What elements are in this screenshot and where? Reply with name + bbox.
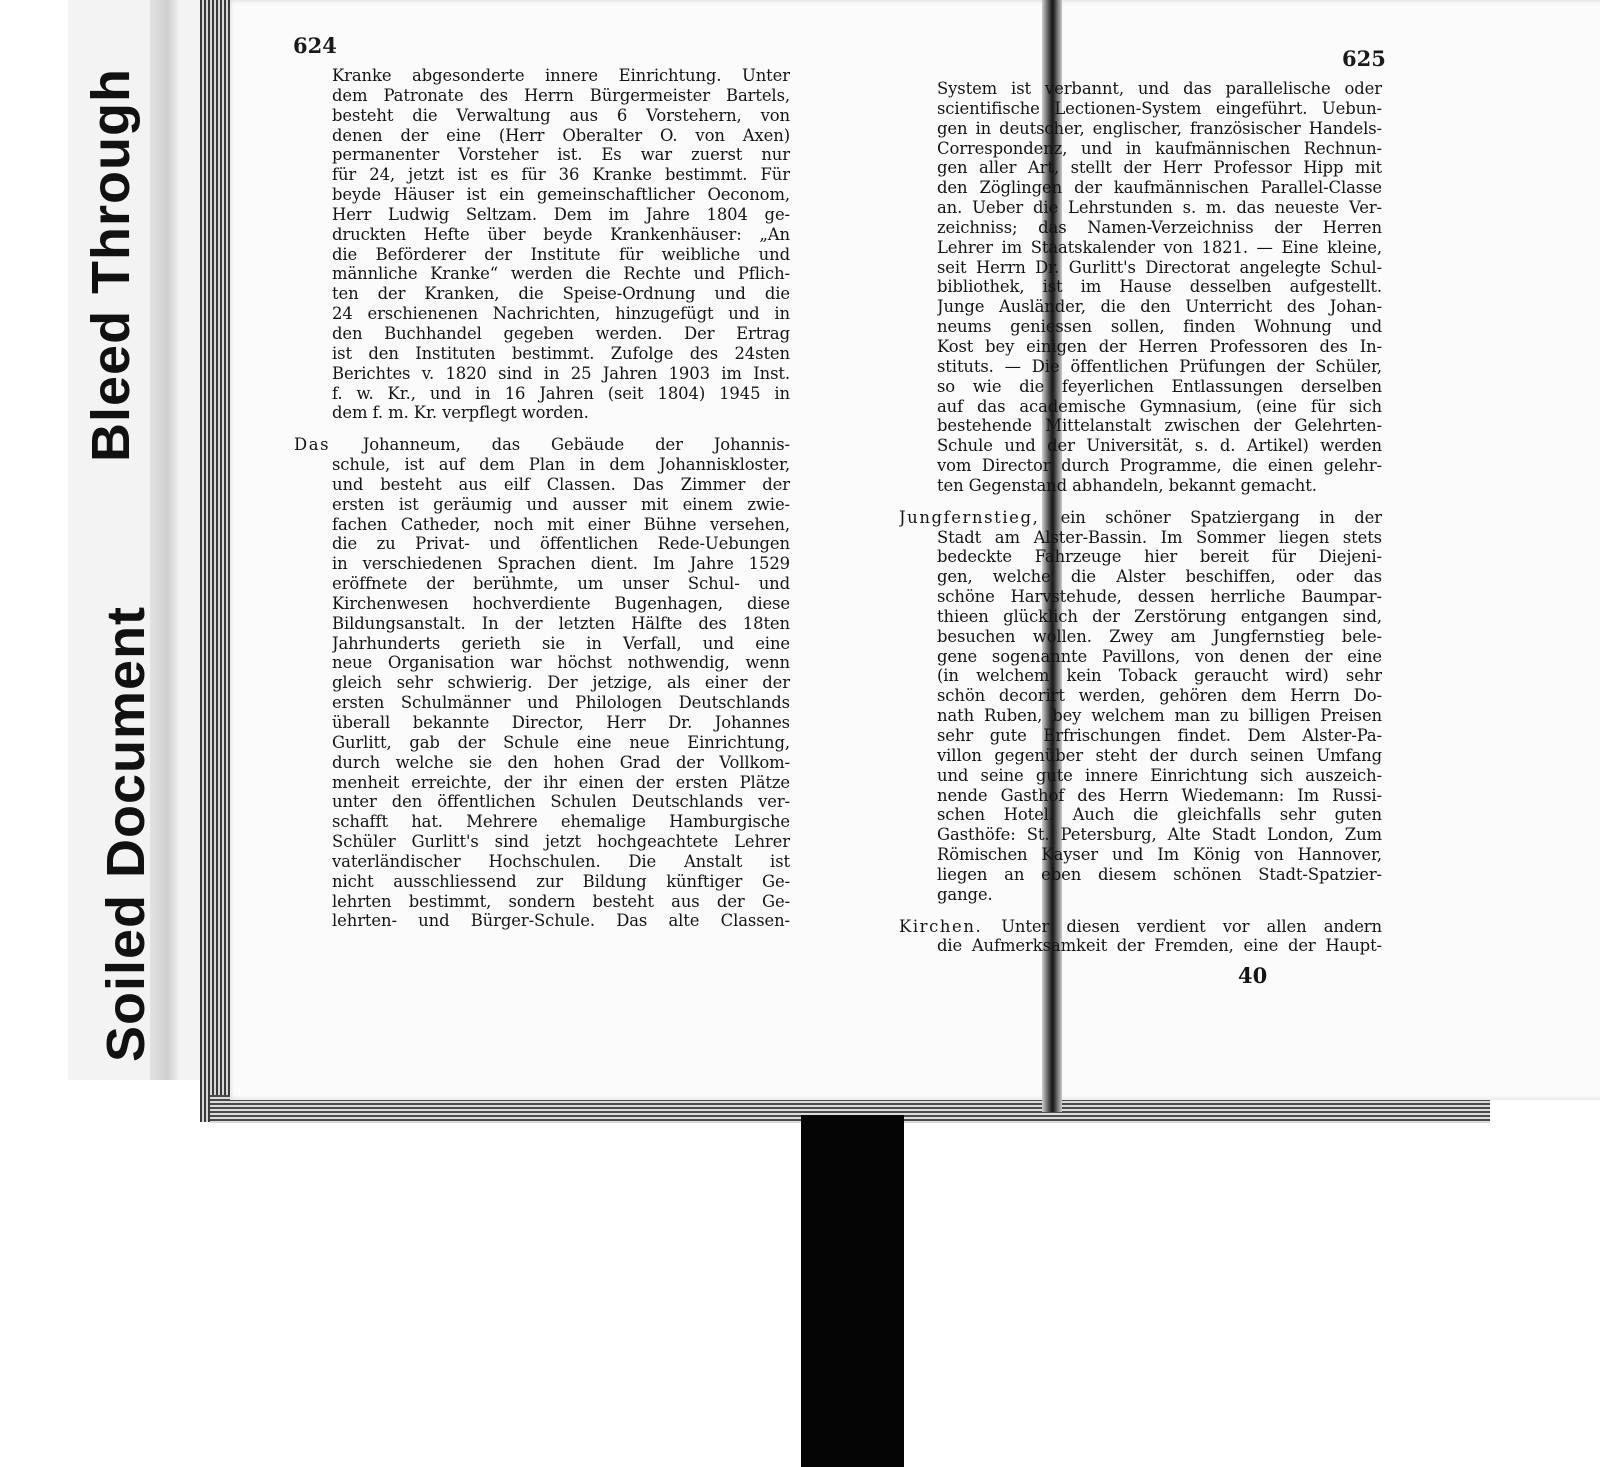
text-line: gen aller Art, stellt der Herr Professor Hipp mit <box>937 158 1382 178</box>
text-line: durch welche sie den hohen Grad der Vollkom- <box>332 752 790 772</box>
text-line: vaterländischer Hochschulen. Die Anstalt ist <box>332 851 790 871</box>
text-line: Gurlitt, gab der Schule eine neue Einrichtung, <box>332 732 790 752</box>
text-line: schön decorirt werden, gehören dem Herrn Do- <box>937 686 1382 706</box>
text-line: bestehende Mittelanstalt zwischen der Gelehrten- <box>937 416 1382 436</box>
text-line: menheit erreichte, der ihr einen der ersten Plätze <box>332 772 790 792</box>
text-line: dem Patronate des Herrn Bürgermeister Bartels, <box>332 85 790 105</box>
soiled-document-label: Soiled Document <box>96 605 156 1062</box>
text-line: überall bekannte Director, Herr Dr. Johannes <box>332 713 790 732</box>
text-line: liegen an eben diesem schönen Stadt-Spatzier- <box>937 864 1382 884</box>
text-line: nende Gasthof des Herrn Wiedemann: Im Russi- <box>937 785 1382 805</box>
text-line: Stadt am Alster-Bassin. Im Sommer liegen stets <box>937 527 1382 547</box>
text-line: an. Ueber die Lehrstunden s. m. das neueste Ver- <box>937 198 1382 218</box>
text-line: System ist verbannt, und das parallelische oder <box>937 79 1382 98</box>
text-line: zeichniss; das Namen-Verzeichniss der Herren <box>937 217 1382 237</box>
left-page-number: 624 <box>293 33 337 58</box>
text-line: gen in deutscher, englischer, französischer Handels- <box>937 118 1382 138</box>
black-bookmark-ribbon <box>801 1115 904 1467</box>
text-line: gene sogenannte Pavillons, von denen der eine <box>937 646 1382 666</box>
text-line: Herr Ludwig Seltzam. Dem im Jahre 1804 ge- <box>332 204 790 224</box>
text-line: Bildungsanstalt. In der letzten Hälfte des 18ten <box>332 613 790 633</box>
left-page-text <box>294 66 790 931</box>
entry-text: Unter diesen verdient vor allen andern <box>1001 916 1382 936</box>
text-line: die Beförderer der Institute für weibliche und <box>332 244 790 264</box>
text-line: bibliothek, ist im Hause desselben aufgestellt. <box>937 277 1382 297</box>
text-line: ersten ist geräumig und ausser mit einem zwie- <box>332 494 790 514</box>
text-line: Jahrhunderts gerieth sie in Verfall, und eine <box>332 633 790 653</box>
text-line: den Buchhandel gegeben werden. Der Ertrag <box>332 323 790 343</box>
text-line: ten der Kranken, die Speise-Ordnung und die <box>332 284 790 304</box>
text-line: Berichtes v. 1820 sind in 25 Jahren 1903 im Inst. <box>332 363 790 383</box>
text-line: schule, ist auf dem Plan in dem Johanniskloster, <box>332 455 790 475</box>
text-line: Kost bey einigen der Herren Professoren des In- <box>937 336 1382 356</box>
text-line: unter den öffentlichen Schulen Deutschlands ver- <box>332 792 790 812</box>
text-line: nicht ausschliessend zur Bildung künftiger Ge- <box>332 871 790 891</box>
text-line: seit Herrn Dr. Gurlitt's Directorat angelegte Schul- <box>937 257 1382 277</box>
text-line: bedeckte Fahrzeuge hier bereit für Diejeni- <box>937 547 1382 567</box>
signature-mark: 40 <box>1238 963 1268 988</box>
text-line: stituts. — Die öffentlichen Prüfungen der Schüler, <box>937 356 1382 376</box>
text-line: Schule und der Universität, s. d. Artikel) werden <box>937 436 1382 456</box>
text-line: für 24, jetzt ist es für 36 Kranke bestimmt. Für <box>332 165 790 185</box>
text-line: die Aufmerksamkeit der Fremden, eine der Haupt- <box>937 936 1382 956</box>
paragraph-gap <box>937 905 1382 917</box>
text-line: besuchen wollen. Zwey am Jungfernstieg bele- <box>937 626 1382 646</box>
text-line: lehrten- und Bürger-Schule. Das alte Classen- <box>332 911 790 931</box>
text-line: dem f. m. Kr. verpflegt worden. <box>332 403 589 423</box>
text-line: schöne Harvstehude, dessen herrliche Baumpar- <box>937 587 1382 607</box>
text-line <box>294 435 790 455</box>
entry-heading: Jungfernstieg, <box>899 507 1061 527</box>
text-line: gen, welche die Alster beschiffen, oder das <box>937 567 1382 587</box>
text-line: nath Ruben, bey welchem man zu billigen Preisen <box>937 706 1382 726</box>
text-line: schen Hotel. Auch die gleichfalls sehr guten <box>937 805 1382 825</box>
text-line: Römischen Kayser und Im König von Hannover, <box>937 845 1382 865</box>
text-line: neue Organisation war höchst nothwendig, wenn <box>332 653 790 673</box>
text-line: fachen Catheder, noch mit einer Bühne versehen, <box>332 514 790 534</box>
text-line: Lehrer im Staatskalender von 1821. — Eine kleine, <box>937 237 1382 257</box>
text-line: und besteht aus eilf Classen. Das Zimmer der <box>332 474 790 494</box>
text-line: (in welchem kein Toback geraucht wird) sehr <box>937 666 1382 686</box>
text-line: ist den Instituten bestimmt. Zufolge des 24sten <box>332 343 790 363</box>
text-line: so wie die feyerlichen Entlassungen derselben <box>937 376 1382 396</box>
text-line: gleich sehr schwierig. Der jetzige, als einer der <box>332 673 790 693</box>
text-line: ersten Schulmänner und Philologen Deutschlands <box>332 693 790 713</box>
text-line: in verschiedenen Sprachen dient. Im Jahre 1529 <box>332 554 790 574</box>
paragraph-gap <box>937 496 1382 508</box>
entry-text: ein schöner Spatziergang in der <box>1060 507 1382 527</box>
text-line: gange. <box>937 884 993 904</box>
text-line: vom Director durch Programme, die einen gelehr- <box>937 456 1382 476</box>
text-line: die zu Privat- und öffentlichen Rede-Uebungen <box>332 534 790 554</box>
text-line: 24 erschienenen Nachrichten, hinzugefügt und in <box>332 304 790 324</box>
text-line: Gasthöfe: St. Petersburg, Alte Stadt London, Zum <box>937 825 1382 845</box>
text-line: auf das academische Gymnasium, (eine für sich <box>937 396 1382 416</box>
text-line: den Zöglingen der kaufmännischen Parallel-Classe <box>937 178 1382 198</box>
entry-heading: Kirchen. <box>899 916 1002 936</box>
text-line: Correspondenz, und in kaufmännischen Rechnun- <box>937 138 1382 158</box>
entry-heading: Das <box>294 435 363 455</box>
text-line: Junge Ausländer, die den Unterricht des Johan- <box>937 297 1382 317</box>
text-line <box>899 508 1382 528</box>
text-line: schafft hat. Mehrere ehemalige Hamburgische <box>332 812 790 832</box>
text-line: und seine gute innere Einrichtung sich auszeich- <box>937 765 1382 785</box>
text-line <box>899 917 1382 937</box>
text-line: Kirchenwesen hochverdiente Bugenhagen, diese <box>332 593 790 613</box>
text-line: sehr gute Erfrischungen findet. Dem Alster-Pa- <box>937 726 1382 745</box>
text-line: denen der eine (Herr Oberalter O. von Axen) <box>332 125 790 145</box>
text-line: lehrten bestimmt, sondern besteht aus der Ge- <box>332 891 790 911</box>
right-page-number: 625 <box>1342 46 1386 71</box>
text-line: villon gegenüber steht der durch seinen Umfang <box>937 745 1382 765</box>
bleed-through-label: Bleed Through <box>81 68 141 462</box>
right-page-text <box>899 79 1382 956</box>
text-line: beyde Häuser ist ein gemeinschaftlicher Oeconom, <box>332 185 790 205</box>
text-line: Schüler Gurlitt's sind jetzt hochgeachtete Lehrer <box>332 832 790 852</box>
text-line: männliche Kranke“ werden die Rechte und Pflich- <box>332 264 790 284</box>
text-line: neums geniessen sollen, finden Wohnung und <box>937 317 1382 337</box>
text-line: ten Gegenstand abhandeln, bekannt gemacht. <box>937 475 1317 495</box>
text-line: Kranke abgesonderte innere Einrichtung. Unter <box>332 66 790 85</box>
text-line: thieen glücklich der Zerstörung entgangen sind, <box>937 606 1382 626</box>
entry-text: Johanneum, das Gebäude der Johannis- <box>362 435 790 455</box>
text-line: scientifische Lectionen-System eingeführt. Uebun- <box>937 98 1382 118</box>
text-line: druckten Hefte über beyde Krankenhäuser: „An <box>332 224 790 244</box>
paragraph-gap <box>332 423 790 435</box>
text-line: besteht die Verwaltung aus 6 Vorstehern, von <box>332 105 790 125</box>
text-line: f. w. Kr., und in 16 Jahren (seit 1804) 1945 in <box>332 383 790 403</box>
text-line: permanenter Vorsteher ist. Es war zuerst nur <box>332 145 790 165</box>
text-line: eröffnete der berühmte, um unser Schul- und <box>332 574 790 594</box>
